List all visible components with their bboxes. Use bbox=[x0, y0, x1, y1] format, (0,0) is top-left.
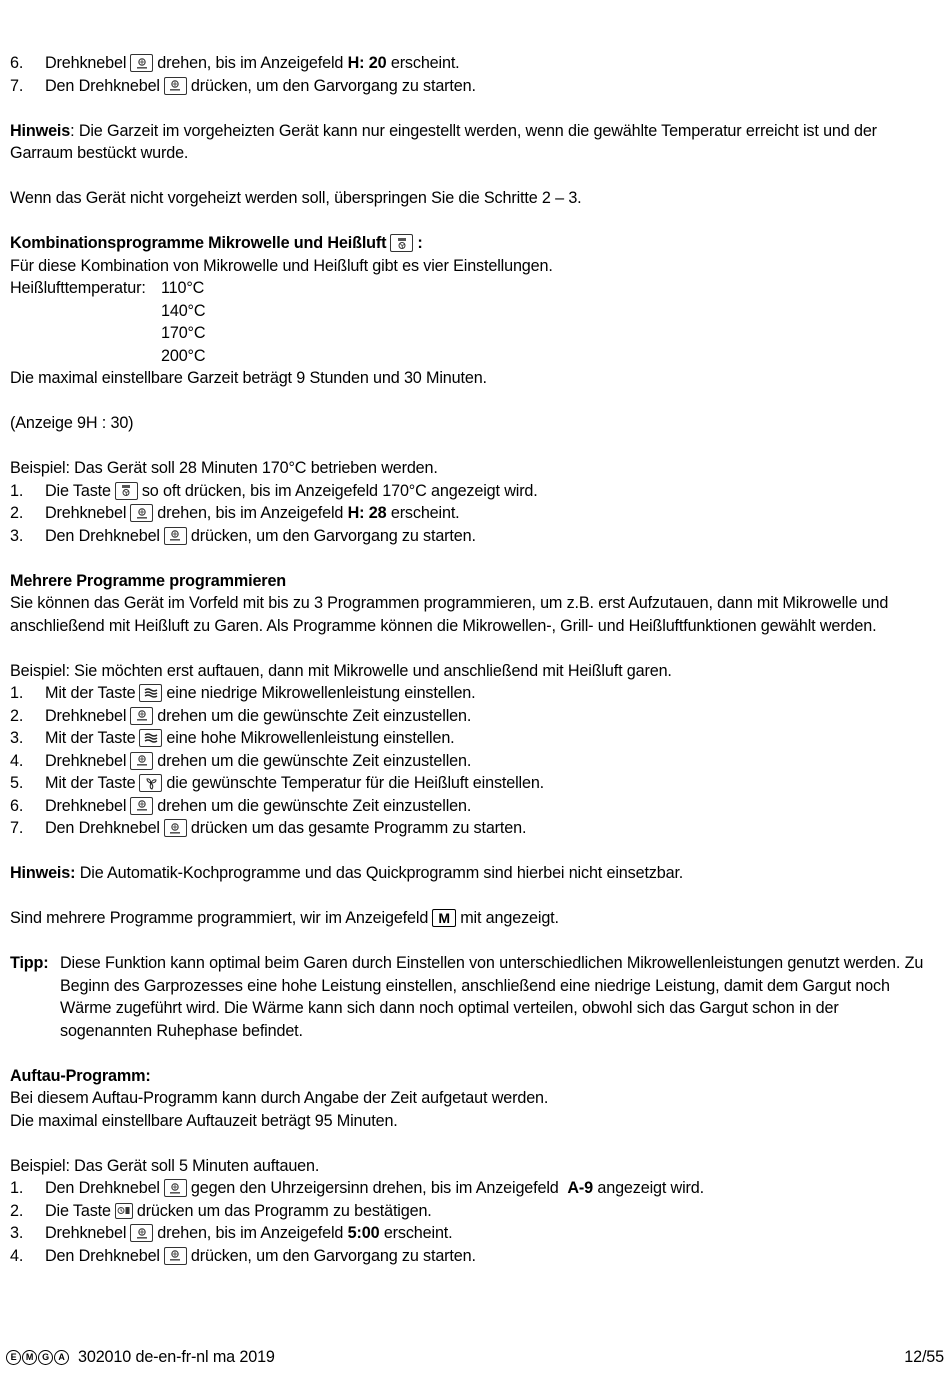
step-text: drehen, bis im Anzeigefeld bbox=[157, 54, 344, 72]
mehrere-intro: Sie können das Gerät im Vorfeld mit bis zu 3 Programmen programmieren, um z.B. erst Aufzutauen, dann mit Mikrowelle und anschließend mit Heißluft zu Garen. Als Programme können die Mikrowellen-, Grill- und Heißluftfunktionen gewählt werden. bbox=[10, 594, 889, 635]
step-text: Drehknebel bbox=[45, 1224, 127, 1242]
auftau-step-4 bbox=[10, 1245, 925, 1268]
step-text: erscheint. bbox=[390, 504, 460, 522]
note-text: mit angezeigt. bbox=[460, 909, 559, 927]
mehrere-step-4 bbox=[10, 750, 925, 773]
step-text: Mit der Taste bbox=[45, 774, 136, 792]
step-number: 2. bbox=[10, 504, 24, 522]
knob-icon bbox=[164, 527, 187, 545]
mehrere-heading bbox=[10, 570, 925, 593]
step-text: drücken, um den Garvorgang zu starten. bbox=[190, 76, 476, 95]
document-id: 302010 de-en-fr-nl ma 2019 bbox=[78, 1347, 275, 1366]
kombi-intro: Für diese Kombination von Mikrowelle und Heißluft gibt es vier Einstellungen. bbox=[10, 256, 553, 275]
knob-icon bbox=[130, 797, 153, 815]
step-text: Mit der Taste bbox=[45, 684, 136, 702]
step-number: 1. bbox=[10, 1179, 24, 1197]
max-time: Die maximal einstellbare Garzeit beträgt 9 Stunden und 30 Minuten. bbox=[10, 369, 487, 387]
mehrere-step-5 bbox=[10, 772, 925, 795]
knob-icon bbox=[130, 707, 153, 725]
knob-icon bbox=[164, 1247, 187, 1265]
step-text: Den Drehknebel bbox=[45, 1179, 160, 1197]
knob-icon bbox=[130, 54, 153, 72]
step-number: 2. bbox=[10, 706, 24, 725]
hinweis-2 bbox=[10, 862, 925, 885]
knob-icon bbox=[130, 1224, 153, 1242]
temp-value: 170°C bbox=[161, 324, 206, 342]
knob-icon bbox=[164, 819, 187, 837]
step-text: eine hohe Mikrowellenleistung einstellen. bbox=[166, 729, 455, 747]
step-6 bbox=[10, 52, 925, 75]
display-value: A-9 bbox=[567, 1179, 593, 1197]
step-text: drücken, um den Garvorgang zu starten. bbox=[190, 1246, 476, 1265]
step-text: drücken, um den Garvorgang zu starten. bbox=[190, 526, 476, 545]
step-number: 7. bbox=[10, 76, 24, 95]
step-text: Mit der Taste bbox=[45, 729, 136, 747]
step-text: Drehknebel bbox=[45, 54, 127, 72]
step-text: Den Drehknebel bbox=[45, 76, 160, 95]
mehrere-step-2 bbox=[10, 705, 925, 728]
step-text: Drehknebel bbox=[45, 796, 127, 815]
step-number: 3. bbox=[10, 1224, 24, 1242]
temp-value: 140°C bbox=[161, 301, 206, 320]
example-line: Beispiel: Das Gerät soll 5 Minuten auftauen. bbox=[10, 1156, 320, 1175]
step-number: 6. bbox=[10, 54, 24, 72]
hinweis-text: Die Automatik-Kochprogramme und das Quickprogramm sind hierbei nicht einsetzbar. bbox=[75, 864, 684, 882]
display-note: (Anzeige 9H : 30) bbox=[10, 414, 134, 432]
page-number: 12/55 bbox=[904, 1347, 944, 1366]
mehrere-step-7 bbox=[10, 817, 925, 840]
tipp-block bbox=[10, 952, 925, 1042]
hinweis-label: Hinweis bbox=[10, 121, 71, 140]
defrost-icon bbox=[115, 1203, 133, 1219]
heading-colon: : bbox=[417, 234, 423, 252]
step-text: angezeigt wird. bbox=[597, 1179, 704, 1197]
knob-icon bbox=[130, 504, 153, 522]
step-number: 6. bbox=[10, 796, 24, 815]
skip-note: Wenn das Gerät nicht vorgeheizt werden soll, überspringen Sie die Schritte 2 – 3. bbox=[10, 189, 582, 207]
step-text: Den Drehknebel bbox=[45, 1246, 160, 1265]
step-text: Die Taste bbox=[45, 481, 111, 500]
step-text: erscheint. bbox=[390, 54, 460, 72]
example-line: Beispiel: Das Gerät soll 28 Minuten 170°C betrieben werden. bbox=[10, 459, 438, 477]
step-number: 2. bbox=[10, 1201, 24, 1220]
section-heading: Mehrere Programme programmieren bbox=[10, 571, 287, 590]
multi-program-display-note bbox=[10, 907, 925, 930]
step-text: drehen um die gewünschte Zeit einzustellen. bbox=[157, 796, 472, 815]
kombi-heading bbox=[10, 232, 925, 255]
m-indicator-icon: M bbox=[432, 909, 456, 927]
temp-value: 110°C bbox=[161, 279, 205, 297]
fan-icon bbox=[139, 774, 162, 792]
step-text: Drehknebel bbox=[45, 706, 127, 725]
step-number: 3. bbox=[10, 729, 24, 747]
section-heading: Auftau-Programm: bbox=[10, 1066, 151, 1085]
section-heading: Kombinationsprogramme Mikrowelle und Heißluft bbox=[10, 234, 387, 252]
auftau-step-1 bbox=[10, 1177, 925, 1200]
microwave-convection-icon bbox=[390, 234, 413, 252]
hinweis-paragraph bbox=[10, 120, 925, 165]
page-footer bbox=[6, 1346, 944, 1368]
display-value: H: 20 bbox=[347, 54, 387, 72]
display-value: 5:00 bbox=[347, 1224, 380, 1242]
step-text: drehen, bis im Anzeigefeld bbox=[157, 1224, 344, 1242]
temp-value: 200°C bbox=[161, 346, 206, 365]
step-number: 7. bbox=[10, 819, 24, 837]
step-text: Drehknebel bbox=[45, 751, 127, 770]
tipp-label: Tipp: bbox=[10, 954, 49, 972]
step-text: Den Drehknebel bbox=[45, 819, 160, 837]
mehrere-step-1 bbox=[10, 682, 925, 705]
note-text: Sind mehrere Programme programmiert, wir im Anzeigefeld bbox=[10, 909, 429, 927]
step-text: erscheint. bbox=[383, 1224, 453, 1242]
logo-letter: M bbox=[22, 1350, 37, 1365]
kombi-step-1 bbox=[10, 480, 925, 503]
kombi-step-3 bbox=[10, 525, 925, 548]
step-text: die gewünschte Temperatur für die Heißluft einstellen. bbox=[166, 774, 545, 792]
microwave-power-icon bbox=[139, 729, 162, 747]
step-text: gegen den Uhrzeigersinn drehen, bis im Anzeigefeld bbox=[190, 1179, 563, 1197]
auftau-heading bbox=[10, 1065, 925, 1088]
step-7 bbox=[10, 75, 925, 98]
temp-row-1 bbox=[10, 277, 925, 300]
knob-icon bbox=[164, 1179, 187, 1197]
hinweis-label: Hinweis: bbox=[10, 864, 76, 882]
logo-letter: G bbox=[38, 1350, 53, 1365]
step-number: 4. bbox=[10, 751, 24, 770]
knob-icon bbox=[164, 77, 187, 95]
step-text: drehen um die gewünschte Zeit einzustellen. bbox=[157, 751, 472, 770]
kombi-step-2 bbox=[10, 502, 925, 525]
auftau-text: Bei diesem Auftau-Programm kann durch Angabe der Zeit aufgetaut werden. bbox=[10, 1089, 549, 1107]
step-text: Drehknebel bbox=[45, 504, 127, 522]
emga-logo bbox=[6, 1350, 70, 1365]
step-text: Die Taste bbox=[45, 1201, 111, 1220]
tipp-text: Diese Funktion kann optimal beim Garen durch Einstellen von unterschiedlichen Mikrowellenleistungen genutzt werden. Zu Beginn des Garprozesses eine hohe Leistung einstellen, anschließend eine niedrige Leistung, damit dem Gargut noch Wärme zugeführt wird. Die Wärme kann sich dann noch optimal verteilen, obwohl sich das Gargut schon in der sogenannten Ruhephase befindet. bbox=[60, 954, 924, 1040]
step-text: eine niedrige Mikrowellenleistung einstellen. bbox=[166, 684, 476, 702]
microwave-power-icon bbox=[139, 684, 162, 702]
auftau-text: Die maximal einstellbare Auftauzeit beträgt 95 Minuten. bbox=[10, 1111, 398, 1130]
step-number: 3. bbox=[10, 526, 24, 545]
mehrere-step-6 bbox=[10, 795, 925, 818]
temp-label: Heißlufttemperatur: bbox=[10, 279, 146, 297]
knob-icon bbox=[130, 752, 153, 770]
hinweis-text: : Die Garzeit im vorgeheizten Gerät kann nur eingestellt werden, wenn die gewählte Temperatur erreicht ist und der Garraum bestückt wurde. bbox=[10, 121, 877, 162]
mehrere-step-3 bbox=[10, 727, 925, 750]
logo-letter: E bbox=[6, 1350, 21, 1365]
example-line: Beispiel: Sie möchten erst auftauen, dann mit Mikrowelle und anschließend mit Heißluft garen. bbox=[10, 661, 672, 680]
logo-letter: A bbox=[54, 1350, 69, 1365]
step-number: 1. bbox=[10, 684, 24, 702]
auftau-step-3 bbox=[10, 1222, 925, 1245]
step-number: 4. bbox=[10, 1246, 24, 1265]
step-text: drücken um das gesamte Programm zu starten. bbox=[190, 819, 527, 837]
step-number: 5. bbox=[10, 774, 24, 792]
step-text: drehen, bis im Anzeigefeld bbox=[157, 504, 344, 522]
microwave-convection-icon bbox=[115, 482, 138, 500]
step-text: drehen um die gewünschte Zeit einzustellen. bbox=[157, 706, 472, 725]
auftau-step-2 bbox=[10, 1200, 925, 1223]
manual-page bbox=[10, 52, 925, 1267]
step-number: 1. bbox=[10, 481, 24, 500]
step-text: Den Drehknebel bbox=[45, 526, 160, 545]
display-value: H: 28 bbox=[347, 504, 387, 522]
step-text: so oft drücken, bis im Anzeigefeld 170°C angezeigt wird. bbox=[141, 481, 538, 500]
step-text: drücken um das Programm zu bestätigen. bbox=[136, 1201, 432, 1220]
